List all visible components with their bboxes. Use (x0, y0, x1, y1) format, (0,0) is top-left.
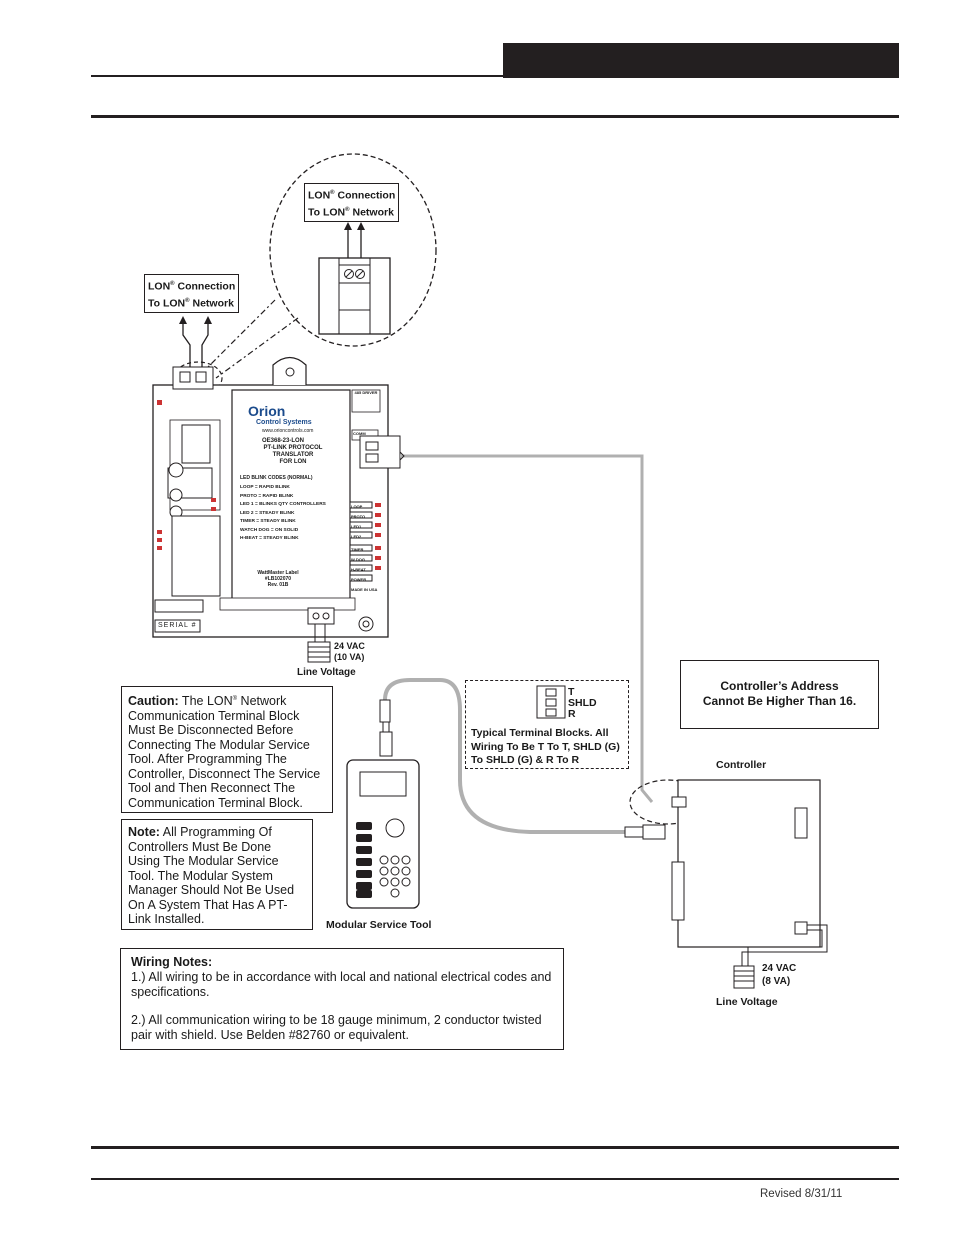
registered-mark: ® (170, 281, 175, 287)
controller-line-voltage-label: Line Voltage (716, 996, 778, 1008)
wattmaster-label-line: WattMaster Label (257, 570, 299, 576)
programming-note (121, 819, 313, 930)
led-code: BLINKS QTY CONTROLLERS (259, 502, 326, 507)
led-code-table (240, 484, 338, 544)
lon-text: To LON (148, 297, 186, 309)
address-note-line: Cannot Be Higher Than 16. (702, 694, 857, 708)
pin-label: SHLD (568, 697, 597, 709)
lon-text: Network (189, 297, 234, 309)
led-code-row: LED 1 = BLINKS QTY CONTROLLERS (240, 502, 326, 507)
power-rating-line: (10 VA) (334, 652, 365, 662)
translator-title-line: TRANSLATOR (272, 452, 314, 458)
controller-power-rating (762, 962, 796, 988)
side-label: MADE IN USA (351, 587, 378, 592)
wiring-notes (120, 948, 564, 1050)
led-code: STEADY BLINK (260, 519, 296, 524)
caution-note (121, 686, 333, 813)
caution-text: The LON (178, 694, 233, 709)
orion-brand-sub: Control Systems (256, 419, 312, 426)
side-label: H-BEAT (351, 567, 366, 572)
side-label: PROTO (351, 514, 366, 519)
wiring-note-item: 1.) All wiring to be in accordance with local and national electrical codes and specifications. (131, 970, 552, 999)
controller-label: Controller (716, 759, 767, 771)
led-name: H-BEAT (240, 536, 258, 541)
lon-text: To LON (308, 206, 346, 218)
translator-line-voltage-label: Line Voltage (297, 667, 356, 678)
translator-title-line: PT-LINK PROTOCOL (263, 445, 323, 451)
led-heading: LED BLINK CODES (NORMAL) (240, 475, 313, 481)
note-text: All Programming Of Controllers Must Be Done Using The Modular Service Tool. The Modular System Manager Should Not Be Used On A System That Has A PT-Link Installed. (128, 825, 295, 926)
led-code: RAPID BLINK (258, 485, 290, 490)
wiring-notes-heading: Wiring Notes: (131, 955, 213, 969)
lon-text: LON (148, 280, 171, 293)
address-note (680, 660, 879, 729)
service-tool-label: Modular Service Tool (326, 919, 432, 931)
led-code-row: H-BEAT = STEADY BLINK (240, 536, 299, 541)
wattmaster-label-line: #LB102070 (264, 576, 292, 582)
footer-rule-lower (91, 1178, 899, 1180)
orion-url: www.orioncontrols.com (262, 428, 314, 434)
terminal-pin-labels (568, 687, 597, 720)
controller-board (672, 780, 827, 968)
lon-text: Connection (174, 280, 236, 293)
side-label-group (351, 502, 373, 542)
side-label: LOOP (351, 504, 363, 509)
registered-mark: ® (330, 190, 335, 196)
translator-title-line: FOR LON (279, 459, 307, 465)
address-note-line: Controller’s Address (720, 679, 839, 693)
orion-brand: Orion (248, 403, 286, 419)
side-label: W DOG (351, 557, 365, 562)
lon-terminal-block-magnified (319, 222, 390, 334)
led-code-row: TIMER = STEADY BLINK (240, 519, 296, 524)
lon-text: LON (308, 189, 331, 202)
wattmaster-label (254, 570, 302, 588)
serial-label: SERIAL # (158, 622, 197, 629)
caution-text: Network Communication Terminal Block Must Be Disconnected Before Connecting The Modular Service Tool. After Programming The Controller, Disconnect The Service Tool and Then Reconnect The Communication Terminal Block. (128, 694, 321, 810)
terminal-block-text: Typical Terminal Blocks. All Wiring To Be T To T, SHLD (G) To SHLD (G) & R To R (471, 727, 620, 766)
led-code-row: LOOP = RAPID BLINK (240, 485, 290, 490)
lon-callout-top (304, 183, 399, 222)
wiring-note-item: 2.) All communication wiring to be 18 gauge minimum, 2 conductor twisted pair with shield. Use Belden #82760 or equivalent. (131, 1013, 542, 1042)
led-code-row: WATCH DOG = ON SOLID (240, 527, 299, 533)
lon-text: Connection (334, 189, 396, 202)
led-name: PROTO (240, 493, 257, 499)
pin-label: R (568, 708, 576, 720)
controller-power-connector (734, 966, 754, 988)
power-rating-line: 24 VAC (762, 963, 797, 974)
lon-text: Network (349, 206, 394, 218)
pin-label: T (568, 686, 575, 698)
led-name: LOOP (240, 485, 254, 490)
comm-label: COMM (353, 431, 366, 436)
side-label: POWER (351, 577, 367, 582)
side-label: TIMER (351, 547, 364, 552)
led-name: LED 2 (240, 510, 254, 516)
led-code: RAPID BLINK (262, 493, 294, 499)
translator-power-rating (334, 641, 365, 663)
registered-mark: ® (232, 696, 238, 702)
led-code: STEADY BLINK (259, 510, 295, 516)
led-name: TIMER (240, 519, 255, 524)
led-code: STEADY BLINK (263, 536, 299, 541)
service-tool (347, 760, 419, 908)
led-code: ON SOLID (274, 527, 299, 533)
driver-label: 485 DRIVER (354, 390, 378, 395)
led-code-row: PROTO = RAPID BLINK (240, 493, 294, 499)
side-label: LED2 (351, 534, 362, 539)
led-code-row: LED 2 = STEADY BLINK (240, 510, 295, 516)
note-heading: Note: (128, 825, 160, 839)
power-rating-line: 24 VAC (334, 641, 365, 651)
led-name: LED 1 (240, 502, 254, 507)
registered-mark: ® (345, 206, 350, 213)
side-label-group-2 (351, 545, 381, 595)
led-name: WATCH DOG (240, 527, 270, 533)
caution-heading: Caution: (128, 694, 179, 709)
side-label: LED1 (351, 524, 362, 529)
wattmaster-label-line: Rev. 01B (267, 582, 289, 588)
power-rating-line: (8 VA) (762, 976, 791, 987)
revision-date: Revised 8/31/11 (760, 1188, 843, 1200)
lon-callout-left (144, 274, 239, 313)
registered-mark: ® (185, 297, 190, 304)
translator-model: OE368-23-LON (262, 438, 305, 444)
footer-rule (91, 1146, 899, 1149)
translator-title (254, 445, 332, 466)
